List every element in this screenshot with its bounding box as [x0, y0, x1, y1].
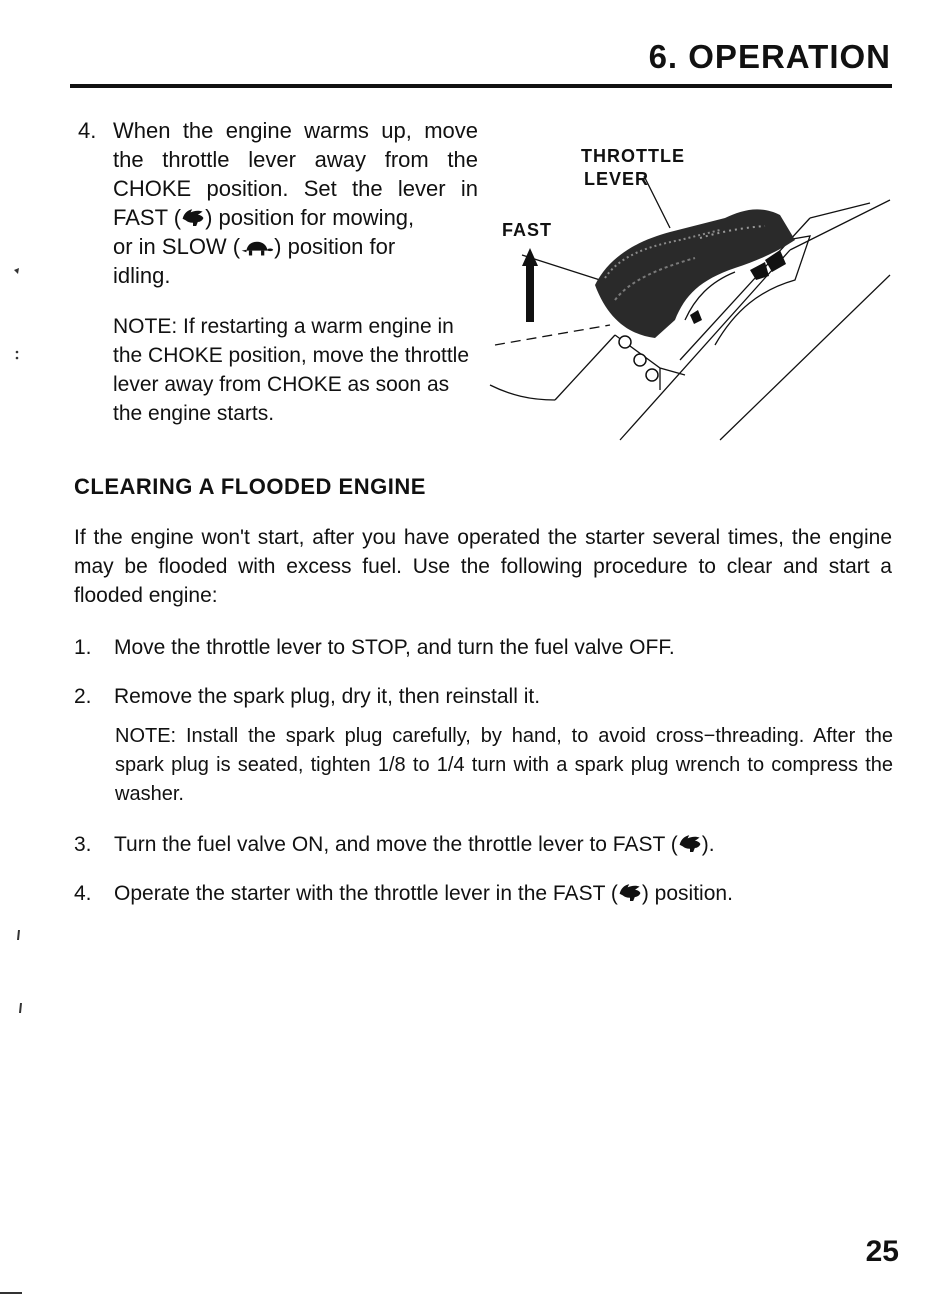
step-4-number: 4.: [78, 118, 97, 143]
page-number: 25: [865, 1235, 899, 1268]
list-number: 3.: [74, 833, 92, 856]
step-4-line-3: CHOKE position. Set the lever in: [113, 176, 478, 201]
figure-label-fast: FAST: [502, 220, 553, 240]
figure-label-lever: LEVER: [584, 169, 650, 189]
note-warm-restart: NOTE: If restarting a warm engine in the CHOKE position, move the throttle lever away from CHOKE as soon as the engine starts.: [113, 315, 470, 425]
step-4-line-last: idling.: [113, 263, 171, 288]
figure-label-throttle: THROTTLE: [581, 146, 685, 166]
section-heading: CLEARING A FLOODED ENGINE: [74, 474, 426, 499]
list-text-pre: Turn the fuel valve ON, and move the throttle lever to FAST (: [114, 833, 678, 856]
step-4-line-1: When the engine warms up, move: [113, 118, 478, 143]
list-text-post: ).: [701, 833, 715, 856]
list-text: Move the throttle lever to STOP, and turn the fuel valve OFF.: [114, 636, 675, 659]
list-number: 1.: [74, 636, 92, 659]
list-text: Remove the spark plug, dry it, then reinstall it.: [114, 685, 541, 708]
list-text-post: ) position.: [641, 882, 733, 905]
list-number: 2.: [74, 685, 92, 708]
list-number: 4.: [74, 882, 92, 905]
note-spark-plug: NOTE: Install the spark plug carefully, by hand, to avoid cross−threading. After the spark plug is seated, tighten 1/8 to 1/4 turn with a spark plug wrench to compress the washer.: [115, 725, 893, 805]
step-4-slow-post: ) position for: [274, 234, 396, 259]
section-title: 6. OPERATION: [648, 38, 891, 75]
step-4-fast-pre: FAST (: [113, 205, 182, 230]
step-4-fast-post: ) position for mowing,: [205, 205, 415, 230]
step-4-slow-pre: or in SLOW (: [113, 234, 241, 259]
section-intro: If the engine won't start, after you have operated the starter several times, the engine may be flooded with excess fuel. Use the following procedure to clear and start a flooded engine:: [74, 526, 892, 607]
list-text-pre: Operate the starter with the throttle lever in the FAST (: [114, 882, 618, 905]
step-4-line-2: the throttle lever away from the: [113, 147, 478, 172]
